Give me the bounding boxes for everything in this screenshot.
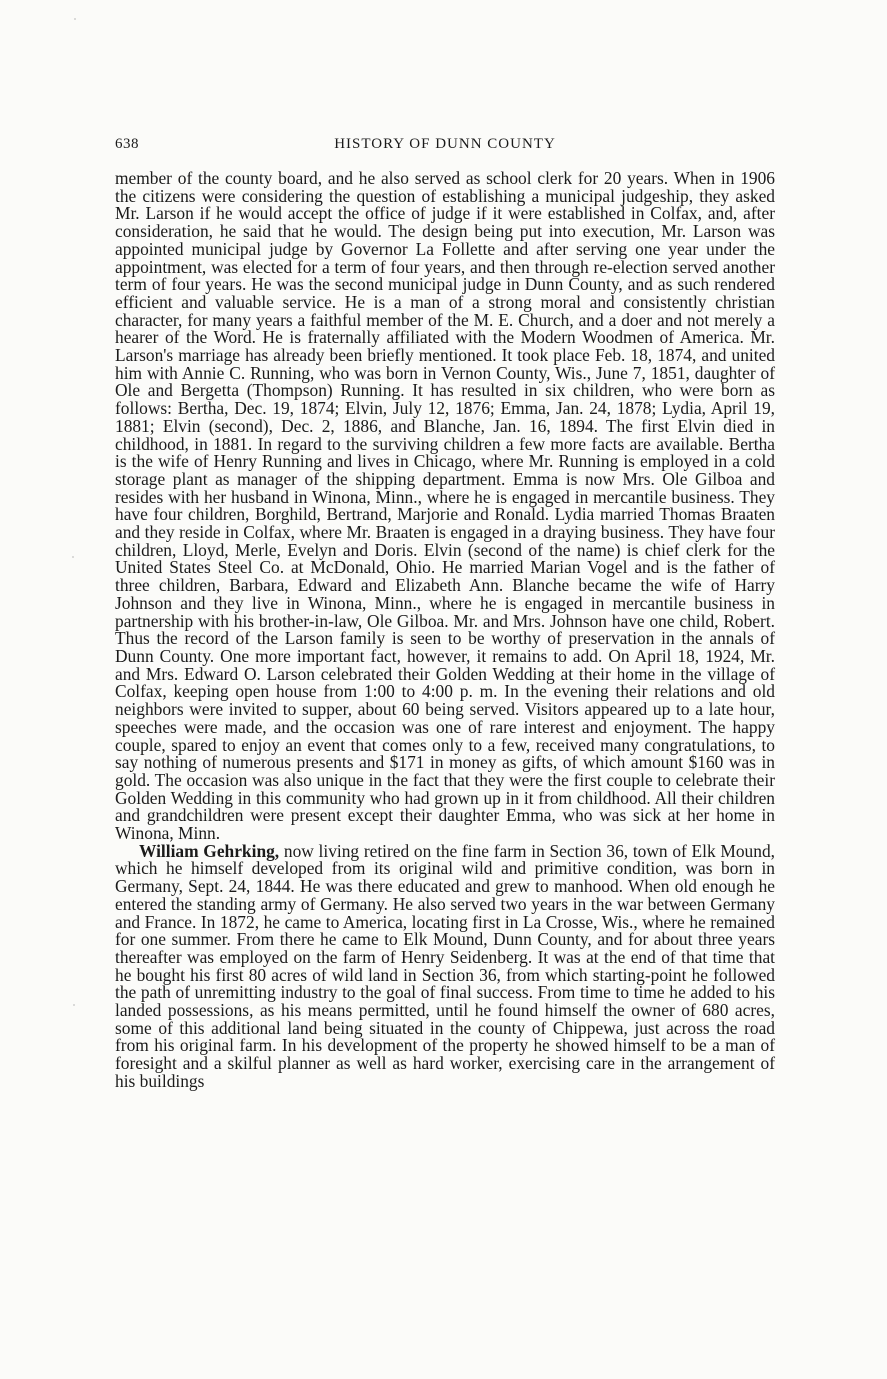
biography-subject-name: William Gehrking, [139,840,280,861]
margin-speck [72,556,74,558]
page-number: 638 [115,136,139,152]
paragraph-william-gehrking [115,840,775,1091]
paragraph-text: now living retired on the fine farm in Section 36, town of Elk Mound, which he himself developed from its original wild and primitive condition, was born in Germany, Sept. 24, 1844. He was there educated and grew to manhood. When old enough he entered the standing army of Germany. He also served two years in the war between Germany and France. In 1872, he came to America, locating first in La Crosse, Wis., where he remained for one summer. From there he came to Elk Mound, Dunn County, and for about three years thereafter was employed on the farm of Henry Seidenberg. It was at the end of that time that he bought his first 80 acres of wild land in Section 36, from which starting-point he followed the path of unremitting industry to the goal of final success. From time to time he added to his landed possessions, as his means permitted, until he found himself the owner of 680 acres, some of this additional land being situated in the county of Chippewa, just across the road from his original farm. In his development of the property he showed himself to be a man of foresight and a skilful planner as well as hard worker, exercising care in the arrangement of his buildings [115,840,775,1091]
page-title: HISTORY OF DUNN COUNTY [334,136,556,152]
body-text [115,170,775,1091]
paragraph-larson-family: member of the county board, and he also served as school clerk for 20 years. When in 1906 the citizens were considering the question of establishing a municipal judgeship, they asked Mr. Larson if he would accept the office of judge if it were established in Colfax, and, after consideration, he said that he would. The design being put into execution, Mr. Larson was appointed municipal judge by Governor La Follette and after serving one year under the appointment, was elected for a term of four years, and then through re-election served another term of four years. He was the second municipal judge in Dunn County, and as such rendered efficient and valuable service. He is a man of a strong moral and consistently christian character, for many years a faithful member of the M. E. Church, and a doer and not merely a hearer of the Word. He is fraternally affiliated with the Modern Woodmen of America. Mr. Larson's marriage has already been briefly mentioned. It took place Feb. 18, 1874, and united him with Annie C. Running, who was born in Vernon County, Wis., June 7, 1851, daughter of Ole and Bergetta (Thompson) Running. It has resulted in six children, who were born as follows: Bertha, Dec. 19, 1874; Elvin, July 12, 1876; Emma, Jan. 24, 1878; Lydia, April 19, 1881; Elvin (second), Dec. 2, 1886, and Blanche, Jan. 16, 1894. The first Elvin died in childhood, in 1881. In regard to the surviving children a few more facts are available. Bertha is the wife of Henry Running and lives in Chicago, where Mr. Running is employed in a cold storage plant as manager of the shipping department. Emma is now Mrs. Ole Gilboa and resides with her husband in Winona, Minn., where he is engaged in mercantile business. They have four children, Borghild, Bertrand, Marjorie and Ronald. Lydia married Thomas Braaten and they reside in Colfax, where Mr. Braaten is engaged in a draying business. They have four children, Lloyd, Merle, Evelyn and Doris. Elvin (second of the name) is chief clerk for the United States Steel Co. at McDonald, Ohio. He married Marian Vogel and is the father of three children, Barbara, Edward and Elizabeth Ann. Blanche became the wife of Harry Johnson and they live in Winona, Minn., where he is engaged in mercantile business in partnership with his brother-in-law, Ole Gilboa. Mr. and Mrs. Johnson have one child, Robert. Thus the record of the Larson family is seen to be worthy of preservation in the annals of Dunn County. One more important fact, however, it remains to add. On April 18, 1924, Mr. and Mrs. Edward O. Larson celebrated their Golden Wedding at their home in the village of Colfax, keeping open house from 1:00 to 4:00 p. m. In the evening their relations and old neighbors were invited to supper, about 60 being served. Visitors appeared up to a late hour, speeches were made, and the occasion was one of rare interest and enjoyment. The happy couple, spared to enjoy an event that comes only to a few, received many congratulations, to say nothing of numerous presents and $171 in money as gifts, of which amount $160 was in gold. The occasion was also unique in the fact that they were the first couple to celebrate their Golden Wedding in this community who had grown up in it from childhood. All their children and grandchildren were present except their daughter Emma, who was sick at her home in Winona, Minn. [115,168,775,844]
running-head [115,136,775,156]
margin-speck [73,1004,75,1006]
margin-speck [74,18,76,20]
